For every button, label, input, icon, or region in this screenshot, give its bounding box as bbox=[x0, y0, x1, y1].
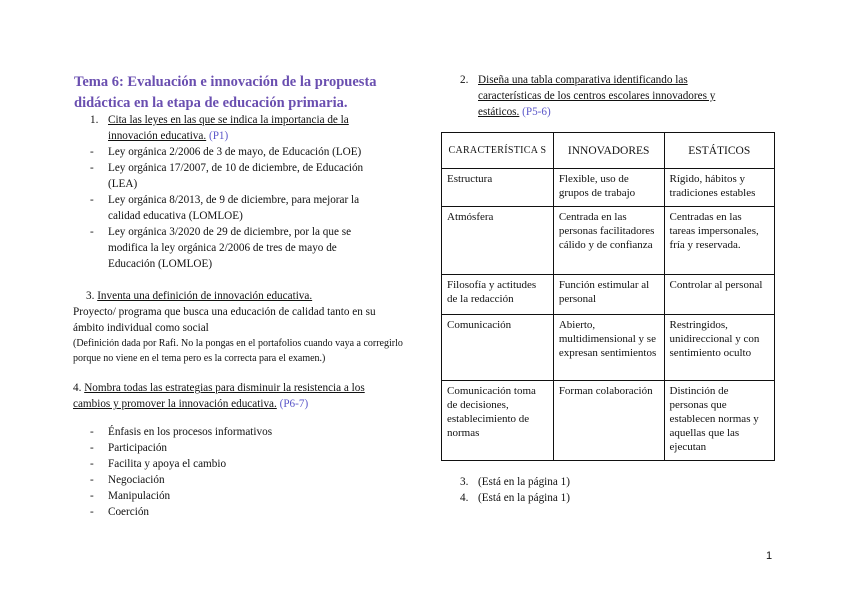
law-list-item: - Ley orgánica 8/2013, de 9 de diciembre, para mejorar la calidad educativa (LOMLOE) bbox=[90, 192, 380, 224]
footer-item bbox=[460, 490, 720, 506]
question-text: Cita las leyes en las que se indica la importancia de la innovación educativa. bbox=[108, 114, 349, 142]
page-reference: (P1) bbox=[208, 130, 229, 142]
question-number: 2. bbox=[460, 74, 469, 86]
strategy-list-item: - Coerción bbox=[90, 504, 370, 520]
page-number: 1 bbox=[766, 550, 773, 562]
table-cell: Comunicación toma de decisiones, establecimiento de normas bbox=[442, 381, 554, 461]
definition-answer: Proyecto/ programa que busca una educación de calidad tanto en su ámbito individual como social bbox=[73, 306, 376, 334]
page-title: Tema 6: Evaluación e innovación de la propuesta didáctica en la etapa de educación primaria. bbox=[74, 74, 377, 111]
law-list-item: - Ley orgánica 2/2006 de 3 de mayo, de Educación (LOE) bbox=[90, 144, 390, 160]
strategy-list-item: - Participación bbox=[90, 440, 370, 456]
strategy-list-item: - Énfasis en los procesos informativos bbox=[90, 424, 370, 440]
question-number: 3. bbox=[86, 290, 95, 302]
table-cell: Comunicación bbox=[442, 315, 554, 381]
item-number: 3. bbox=[460, 476, 469, 488]
table-header-cell: ESTÁTICOS bbox=[664, 133, 774, 169]
table-row bbox=[442, 169, 775, 207]
table-cell: Abierto, multidimensional y se expresan sentimientos bbox=[553, 315, 664, 381]
law-list-item: - Ley orgánica 3/2020 de 29 de diciembre, por la que se modifica la ley orgánica 2/2006 de tres de mayo de Educación (LOMLOE) bbox=[90, 224, 380, 272]
strategy-list-item: - Manipulación bbox=[90, 488, 370, 504]
table-header-cell: CARACTERÍSTICA S bbox=[442, 133, 554, 169]
table-header-row bbox=[442, 133, 775, 169]
strategy-text: Facilita y apoya el cambio bbox=[108, 458, 227, 470]
strategy-text: Negociación bbox=[108, 474, 165, 486]
table-cell: Centrada en las personas facilitadores cálido y de confianza bbox=[553, 207, 664, 275]
question-1 bbox=[90, 112, 380, 144]
table-cell: Función estimular al personal bbox=[553, 275, 664, 315]
strategy-list-item: - Negociación bbox=[90, 472, 370, 488]
question-2 bbox=[460, 72, 750, 120]
table-cell: Filosofía y actitudes de la redacción bbox=[442, 275, 554, 315]
law-text: Ley orgánica 17/2007, de 10 de diciembre, de Educación (LEA) bbox=[108, 162, 364, 190]
table-row bbox=[442, 207, 775, 275]
page-reference: (P6-7) bbox=[279, 398, 309, 410]
question-text: Diseña una tabla comparativa identificando las características de los centros escolares innovadores y estáticos. bbox=[478, 74, 716, 118]
strategy-text: Coerción bbox=[108, 506, 150, 518]
table-row bbox=[442, 381, 775, 461]
strategy-text: Participación bbox=[108, 442, 168, 454]
question-number: 4. bbox=[73, 382, 82, 394]
comparison-table bbox=[441, 132, 775, 461]
table-row bbox=[442, 275, 775, 315]
table-cell: Estructura bbox=[442, 169, 554, 207]
question-number: 1. bbox=[90, 114, 99, 126]
item-text: (Está en la página 1) bbox=[478, 476, 570, 488]
law-text: Ley orgánica 8/2013, de 9 de diciembre, para mejorar la calidad educativa (LOMLOE) bbox=[108, 194, 360, 222]
question-4 bbox=[73, 380, 403, 412]
table-cell: Atmósfera bbox=[442, 207, 554, 275]
table-cell: Forman colaboración bbox=[553, 381, 664, 461]
law-text: Ley orgánica 2/2006 de 3 de mayo, de Educación (LOE) bbox=[108, 146, 362, 158]
law-list-item: - Ley orgánica 17/2007, de 10 de diciembre, de Educación (LEA) bbox=[90, 160, 390, 192]
table-cell: Restringidos, unidireccional y con sentimiento oculto bbox=[664, 315, 774, 381]
definition-note: (Definición dada por Rafi. No la pongas en el portafolios cuando vaya a corregirlo porque no viene en el tema pero es la correcta para el examen.) bbox=[73, 338, 403, 364]
strategy-list-item: - Facilita y apoya el cambio bbox=[90, 456, 370, 472]
table-cell: Distinción de personas que establecen normas y aquellas que las ejecutan bbox=[664, 381, 774, 461]
page-reference: (P5-6) bbox=[522, 106, 551, 118]
question-text: Inventa una definición de innovación educativa. bbox=[97, 290, 313, 302]
strategy-text: Manipulación bbox=[108, 490, 171, 502]
law-text: Ley orgánica 3/2020 de 29 de diciembre, por la que se modifica la ley orgánica 2/2006 de tres de mayo de Educación (LOMLOE) bbox=[108, 226, 352, 270]
table-row bbox=[442, 315, 775, 381]
table-cell: Centradas en las tareas impersonales, fría y reservada. bbox=[664, 207, 774, 275]
question-3 bbox=[86, 288, 386, 304]
item-text: (Está en la página 1) bbox=[478, 492, 570, 504]
question-text: Nombra todas las estrategias para disminuir la resistencia a los cambios y promover la innovación educativa. bbox=[73, 382, 365, 410]
footer-item bbox=[460, 474, 720, 490]
table-cell: Controlar al personal bbox=[664, 275, 774, 315]
table-cell: Flexible, uso de grupos de trabajo bbox=[553, 169, 664, 207]
item-number: 4. bbox=[460, 492, 469, 504]
strategy-text: Énfasis en los procesos informativos bbox=[108, 426, 273, 438]
table-header-cell: INNOVADORES bbox=[553, 133, 664, 169]
table-cell: Rígido, hábitos y tradiciones estables bbox=[664, 169, 774, 207]
